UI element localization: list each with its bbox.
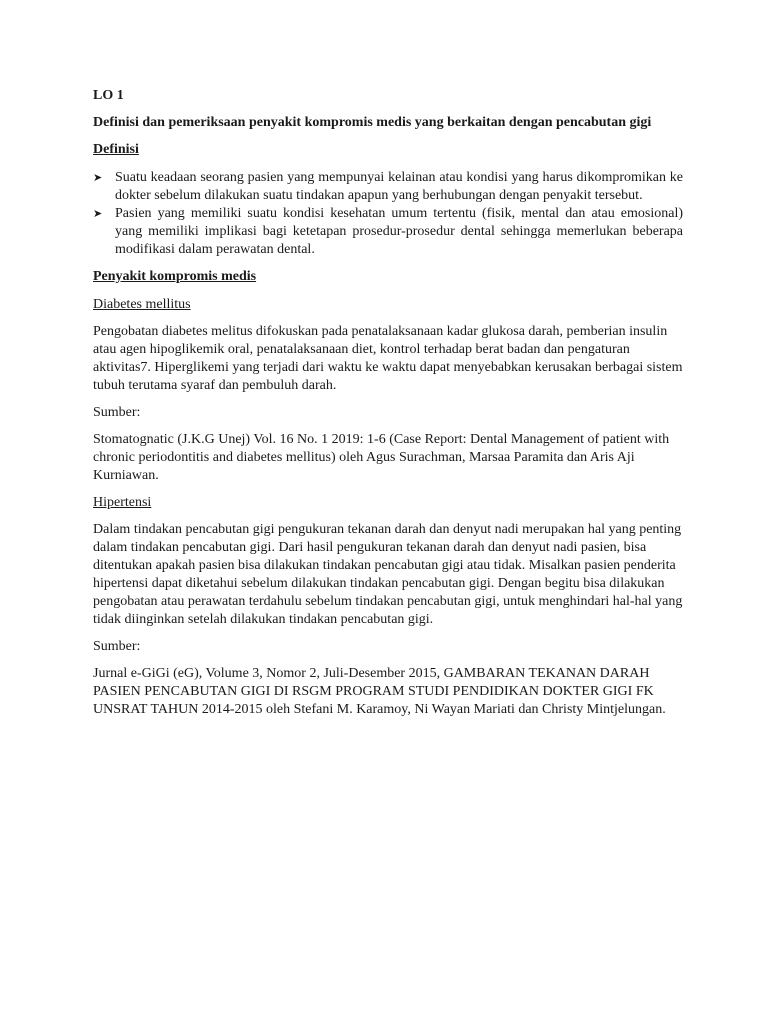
list-item xyxy=(93,205,683,259)
diabetes-source: Stomatognatic (J.K.G Unej) Vol. 16 No. 1 2019: 1-6 (Case Report: Dental Management of patient with chronic periodontitis and diabetes mellitus) oleh Agus Surachman, Marsaa Paramita dan Aris Aji Kurniawan. xyxy=(93,432,670,483)
hipertensi-source: Jurnal e-GiGi (eG), Volume 3, Nomor 2, Juli-Desember 2015, GAMBARAN TEKANAN DARAH PASIEN PENCABUTAN GIGI DI RSGM PROGRAM STUDI PENDIDIKAN DOKTER GIGI FK UNSRAT TAHUN 2014-2015 oleh Stefani M. Karamoy, Ni Wayan Mariati dan Christy Mintjelungan. xyxy=(93,666,666,717)
list-item-text: Pasien yang memiliki suatu kondisi kesehatan umum tertentu (fisik, mental dan atau emosional) yang memiliki implikasi bagi ketetapan prosedur-prosedur dental sehingga memerlukan beberapa modifikasi dalam perawatan dental. xyxy=(115,206,683,257)
diabetes-paragraph: Pengobatan diabetes melitus difokuskan pada penatalaksanaan kadar glukosa darah, pemberian insulin atau agen hipoglikemik oral, penatalaksanaan diet, kontrol terhadap berat badan dan pengaturan aktivitas7. Hiperglikemi yang terjadi dari waktu ke waktu dapat menyebabkan kerusakan berbagai sistem tubuh terutama syaraf dan pembuluh darah. xyxy=(93,324,683,393)
list-item-text: Suatu keadaan seorang pasien yang mempunyai kelainan atau kondisi yang harus dikompromikan ke dokter sebelum dilakukan suatu tindakan apapun yang berhubungan dengan penyakit tersebut. xyxy=(115,170,683,203)
diabetes-heading: Diabetes mellitus xyxy=(93,297,191,312)
diabetes-sumber-label: Sumber: xyxy=(93,405,141,420)
document-page xyxy=(93,87,683,728)
definisi-heading: Definisi xyxy=(93,142,139,157)
document-heading: LO 1 xyxy=(93,88,124,103)
hipertensi-sumber-label: Sumber: xyxy=(93,639,141,654)
penyakit-heading: Penyakit kompromis medis xyxy=(93,269,257,284)
arrowhead-bullet-icon: ➤ xyxy=(93,171,103,184)
document-title: Definisi dan pemeriksaan penyakit kompromis medis yang berkaitan dengan pencabutan gigi xyxy=(93,115,652,130)
definisi-list xyxy=(93,169,683,259)
arrowhead-bullet-icon: ➤ xyxy=(93,207,103,220)
hipertensi-paragraph: Dalam tindakan pencabutan gigi pengukuran tekanan darah dan denyut nadi merupakan hal yang penting dalam tindakan pencabutan gigi. Dari hasil pengukuran tekanan darah dan denyut nadi pasien, bisa ditentukan apakah pasien bisa dilakukan tindakan pencabutan gigi atau tidak. Misalkan pasien penderita hipertensi dapat diketahui sebelum dilakukan tindakan pencabutan gigi. Dengan begitu bisa dilakukan pengobatan atau perawatan terdahulu sebelum tindakan pencabutan gigi, untuk menghindari hal-hal yang tidak diinginkan setelah dilakukan tindakan pencabutan gigi. xyxy=(93,522,683,627)
hipertensi-heading: Hipertensi xyxy=(93,495,152,510)
list-item xyxy=(93,169,683,205)
